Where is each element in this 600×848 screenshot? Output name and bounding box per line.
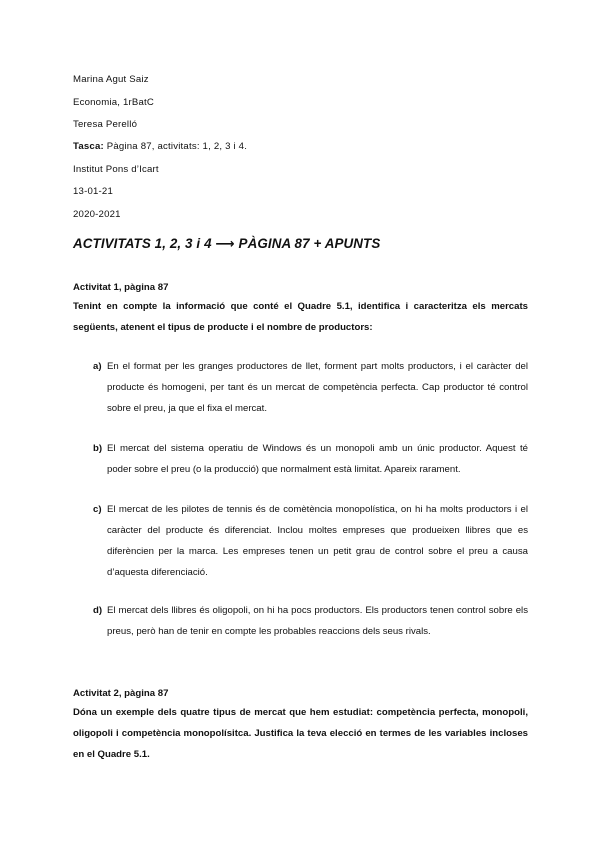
list-item <box>93 600 528 642</box>
teacher-name: Teresa Perelló <box>73 119 138 130</box>
item-text: En el format per les granges productores de llet, forment part molts productors, i el caràcter del producte és homogeni, per tant és un mercat de competència perfecta. Cap productor té control sobre el preu, ja que el fixa el mercat. <box>107 361 528 414</box>
page-title: ACTIVITATS 1, 2, 3 i 4 ⟶ PÀGINA 87 + APUNTS <box>73 236 381 251</box>
activity2-heading: Activitat 2, pàgina 87 <box>73 688 169 699</box>
list-item <box>93 438 528 480</box>
task-text: Pàgina 87, activitats: 1, 2, 3 i 4. <box>103 141 248 152</box>
list-item <box>93 499 528 583</box>
item-text: El mercat de les pilotes de tennis és de comètència monopolística, on hi ha molts productors i el caràcter del producte és diferenciat. Inclou moltes empreses que produeixen llibres que es diferèncien per la marca. Les empreses tenen un petit grau de control sobre el preu a causa d’aquesta diferenciació. <box>107 504 528 578</box>
activity2-prompt: Dóna un exemple dels quatre tipus de mercat que hem estudiat: competència perfecta, monopoli, oligopoli i competència monopolísitca. Justifica la teva elecció en termes de les variables incloses en el Quadre 5.1. <box>73 707 528 760</box>
activity1-heading: Activitat 1, pàgina 87 <box>73 282 169 293</box>
task-label: Tasca: <box>73 141 104 152</box>
item-label: b) <box>93 443 103 454</box>
activity1-prompt: Tenint en compte la informació que conté el Quadre 5.1, identifica i caracteritza els mercats següents, atenent el tipus de producte i el nombre de productors: <box>73 301 528 333</box>
item-text: El mercat del sistema operatiu de Windows és un monopoli amb un únic productor. Aquest té poder sobre el preu (o la producció) que normalment està limitat. Apareix rarament. <box>107 443 528 475</box>
item-text: El mercat dels llibres és oligopoli, on hi ha pocs productors. Els productors tenen control sobre els preus, però han de tenir en compte les probables reaccions dels seus rivals. <box>107 605 528 637</box>
list-item <box>93 356 528 419</box>
school-year: 2020-2021 <box>73 209 121 220</box>
date-line: 13-01-21 <box>73 186 114 197</box>
school-name: Institut Pons d’Icart <box>73 164 159 175</box>
task-line <box>73 141 247 153</box>
item-label: a) <box>93 361 102 372</box>
item-label: d) <box>93 605 103 616</box>
author-name: Marina Agut Saiz <box>73 74 149 85</box>
item-label: c) <box>93 504 102 515</box>
course-line: Economia, 1rBatC <box>73 97 155 108</box>
